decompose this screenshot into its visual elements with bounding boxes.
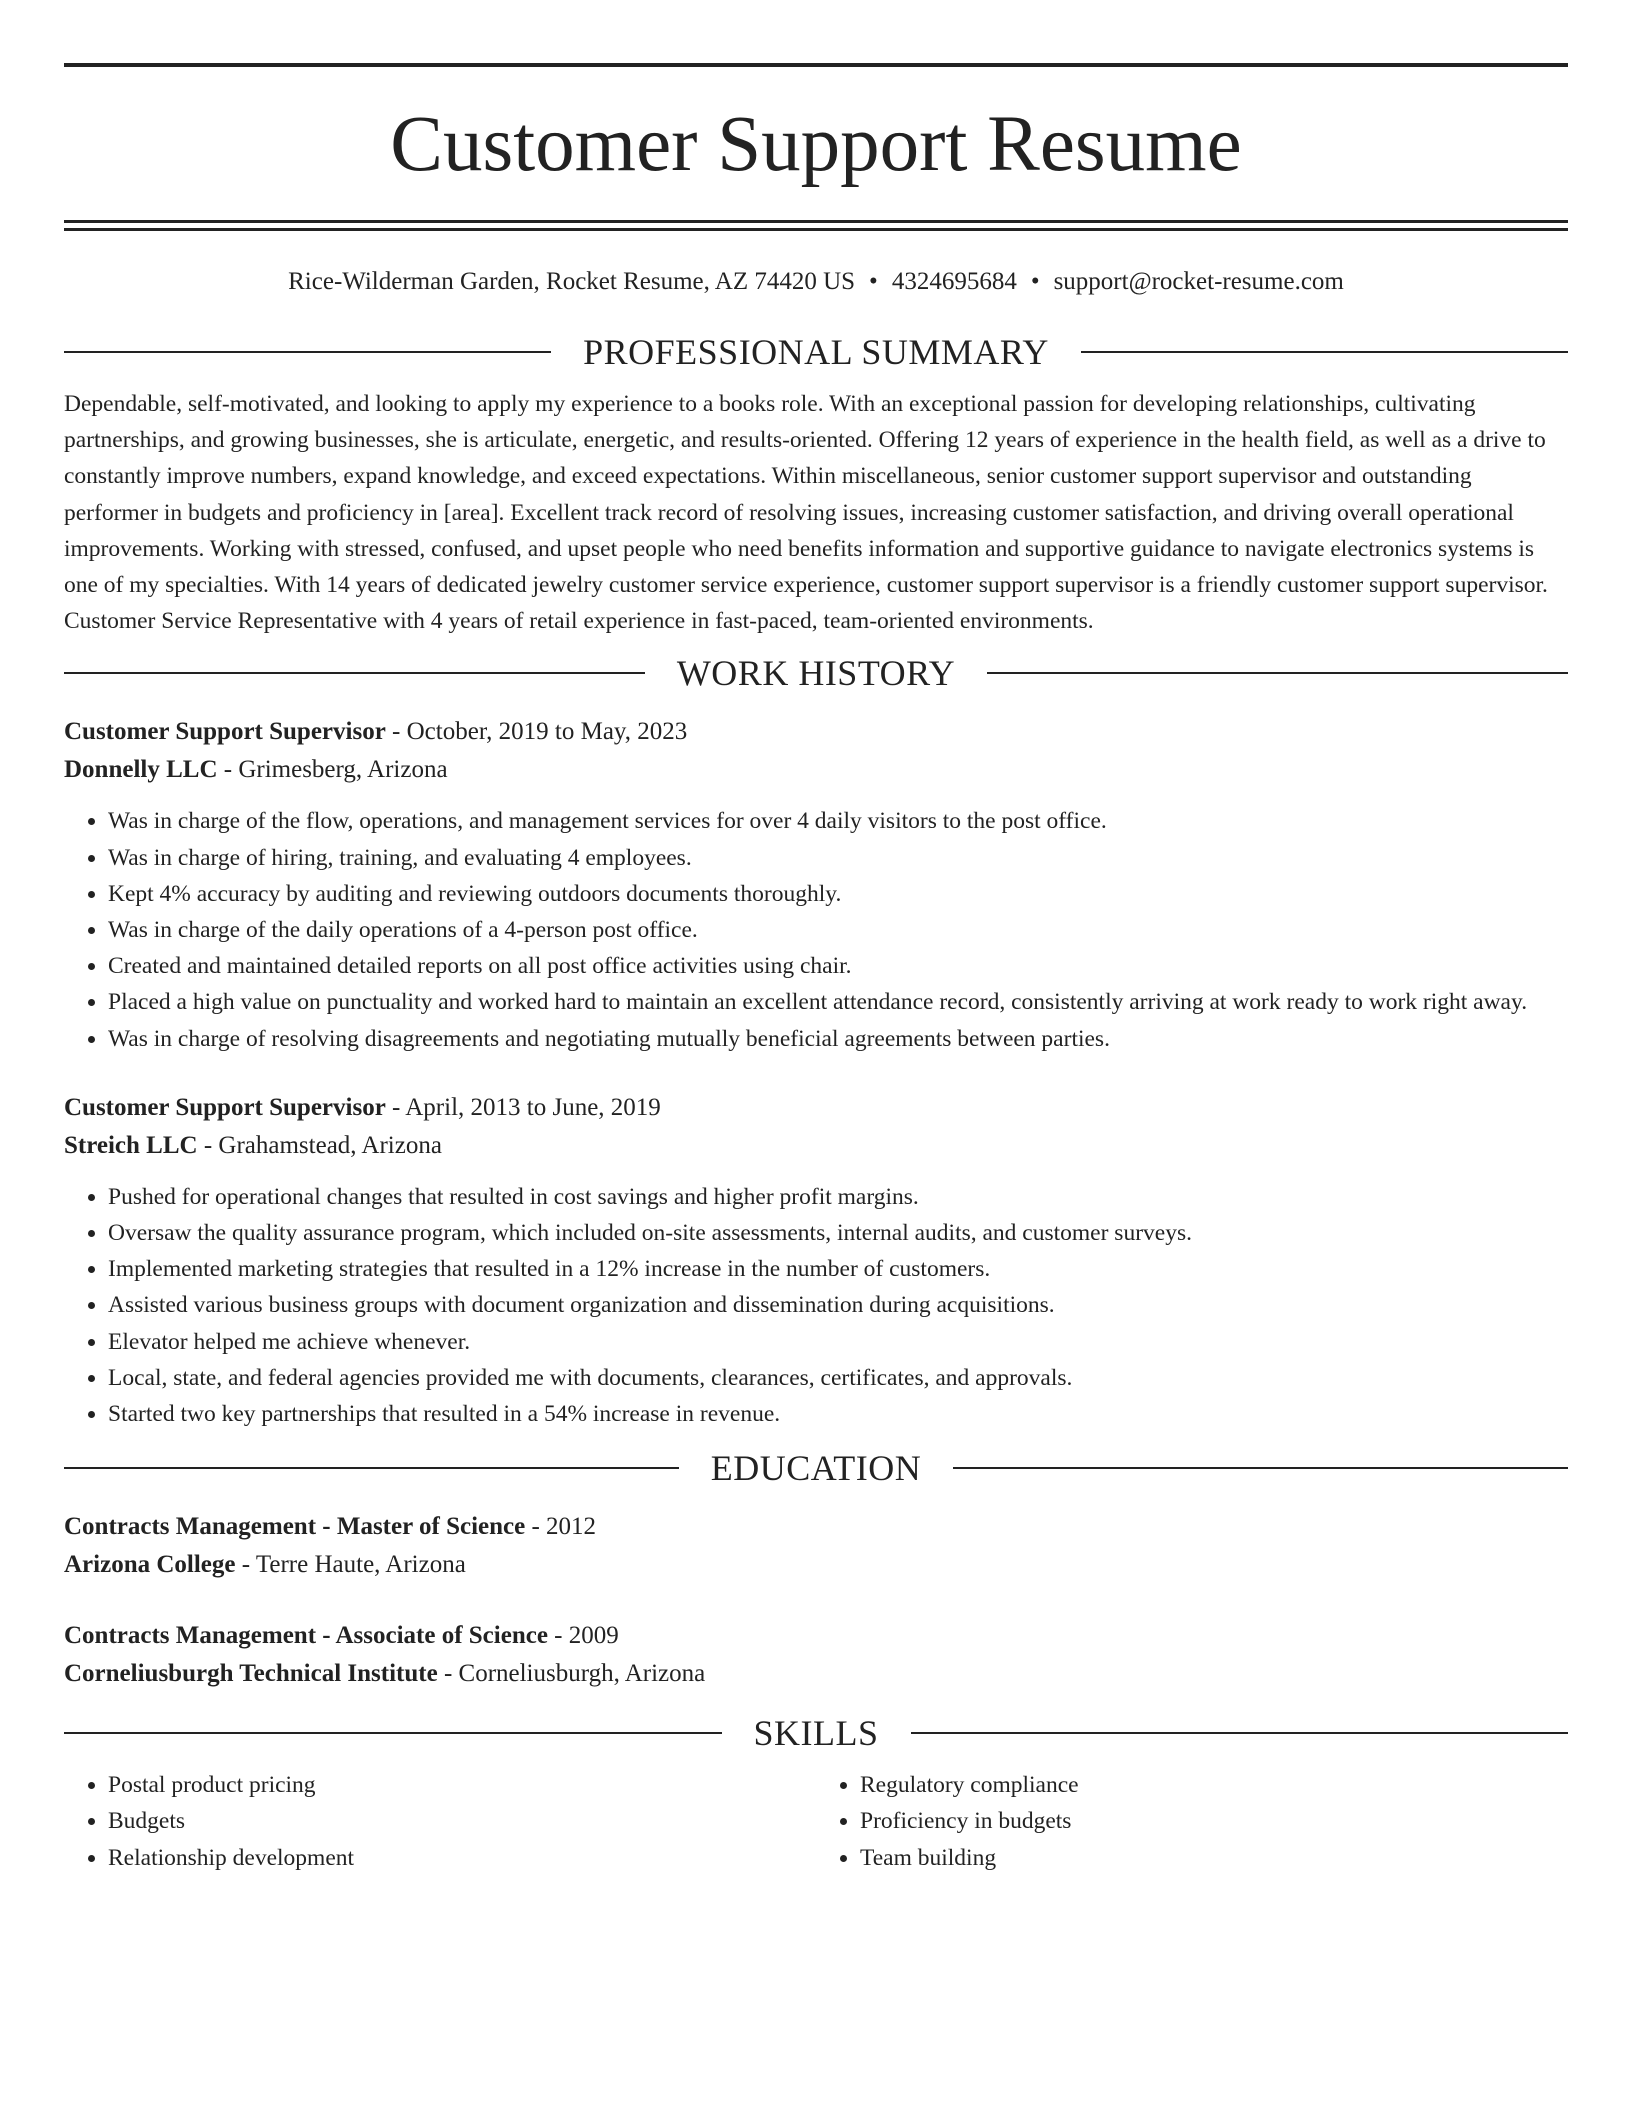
education-school-line <box>64 1546 1568 1584</box>
education-entry <box>64 1508 1568 1584</box>
education-school: Corneliusburgh Technical Institute <box>64 1660 438 1688</box>
list-item: • Proficiency in budgets <box>860 1803 1568 1839</box>
top-rule <box>64 63 1568 67</box>
list-item: • Was in charge of the daily operations of a 4-person post office. <box>108 912 1568 948</box>
contact-email: support@rocket-resume.com <box>1053 268 1344 295</box>
list-item: • Was in charge of resolving disagreements and negotiating mutually beneficial agreements between parties. <box>108 1021 1568 1057</box>
list-item: • Relationship development <box>108 1840 816 1876</box>
education-school: Arizona College <box>64 1551 236 1579</box>
section-rule <box>64 672 645 674</box>
education-year: - 2009 <box>547 1622 619 1650</box>
list-item: • Was in charge of hiring, training, and evaluating 4 employees. <box>108 840 1568 876</box>
job-title-line <box>64 713 1568 751</box>
contact-separator: • <box>1030 268 1040 295</box>
section-rule <box>911 1732 1569 1734</box>
list-item: • Pushed for operational changes that resulted in cost savings and higher profit margins. <box>108 1179 1568 1215</box>
education-location: - Terre Haute, Arizona <box>235 1551 466 1579</box>
list-item: • Regulatory compliance <box>860 1767 1568 1803</box>
job-location: - Grahamstead, Arizona <box>197 1131 442 1159</box>
job-location: - Grimesberg, Arizona <box>217 756 448 784</box>
education-degree: Contracts Management - Master of Science <box>64 1513 526 1541</box>
list-item: • Started two key partnerships that resulted in a 54% increase in revenue. <box>108 1396 1568 1432</box>
list-item: • Created and maintained detailed reports on all post office activities using chair. <box>108 948 1568 984</box>
job-company-line <box>64 1127 1568 1165</box>
job-entry <box>64 713 1568 1056</box>
job-bullets <box>64 1179 1568 1432</box>
contact-phone: 4324695684 <box>891 268 1017 295</box>
job-company-line <box>64 751 1568 789</box>
job-dates: - October, 2019 to May, 2023 <box>385 718 688 746</box>
skills-column-right <box>816 1767 1568 1876</box>
section-header-work <box>64 651 1568 695</box>
section-rule <box>1081 351 1568 353</box>
section-title-skills: SKILLS <box>753 1713 879 1754</box>
section-rule <box>987 672 1568 674</box>
summary-text: Dependable, self-motivated, and looking to apply my experience to a books role. With an exceptional passion for developing relationships, cultivating partnerships, and growing businesses, she is articulate, energetic, and results-oriented. Offering 12 years of experience in the health field, as well as a drive to constantly improve numbers, expand knowledge, and exceed expectations. Within miscellaneous, senior customer support supervisor and outstanding performer in budgets and proficiency in [area]. Excellent track record of resolving issues, increasing customer satisfaction, and driving overall operational improvements. Working with stressed, confused, and upset people who need benefits information and supportive guidance to navigate electronics systems is one of my specialties. With 14 years of dedicated jewelry customer service experience, customer support supervisor is a friendly customer support supervisor. Customer Service Representative with 4 years of retail experience in fast-paced, team-oriented environments. <box>64 391 1548 635</box>
list-item: • Team building <box>860 1840 1568 1876</box>
section-title-summary: PROFESSIONAL SUMMARY <box>583 332 1049 372</box>
section-title-work: WORK HISTORY <box>676 653 956 694</box>
section-rule <box>64 351 551 353</box>
job-entry <box>64 1089 1568 1432</box>
skills-grid <box>64 1767 1568 1876</box>
section-rule <box>953 1467 1568 1469</box>
list-item: • Assisted various business groups with document organization and dissemination during acquisitions. <box>108 1287 1568 1323</box>
section-title-education: EDUCATION <box>710 1448 922 1489</box>
education-degree: Contracts Management - Associate of Science <box>64 1622 548 1650</box>
section-rule <box>64 1467 679 1469</box>
education-degree-line <box>64 1508 1568 1546</box>
list-item: • Elevator helped me achieve whenever. <box>108 1324 1568 1360</box>
contact-line <box>64 266 1568 298</box>
education-school-line <box>64 1655 1568 1693</box>
title-double-rule <box>64 220 1568 231</box>
list-item: • Postal product pricing <box>108 1767 816 1803</box>
list-item: • Kept 4% accuracy by auditing and reviewing outdoors documents thoroughly. <box>108 876 1568 912</box>
list-item: • Budgets <box>108 1803 816 1839</box>
job-bullets <box>64 803 1568 1056</box>
list-item: • Oversaw the quality assurance program, which included on-site assessments, internal audits, and customer surveys. <box>108 1215 1568 1251</box>
education-location: - Corneliusburgh, Arizona <box>437 1660 706 1688</box>
section-header-skills <box>64 1711 1568 1755</box>
section-rule <box>64 1732 722 1734</box>
section-header-education <box>64 1446 1568 1490</box>
education-degree-line <box>64 1617 1568 1655</box>
job-title: Customer Support Supervisor <box>64 1093 386 1121</box>
job-title: Customer Support Supervisor <box>64 718 386 746</box>
resume-title: Customer Support Resume <box>390 101 1242 188</box>
list-item: • Placed a high value on punctuality and worked hard to maintain an excellent attendance record, consistently arriving at work ready to work right away. <box>108 984 1568 1020</box>
job-dates: - April, 2013 to June, 2019 <box>385 1093 661 1121</box>
job-title-line <box>64 1089 1568 1127</box>
contact-address: Rice-Wilderman Garden, Rocket Resume, AZ 74420 US <box>288 268 856 295</box>
list-item: • Was in charge of the flow, operations, and management services for over 4 daily visitors to the post office. <box>108 803 1568 839</box>
job-company: Donnelly LLC <box>64 756 218 784</box>
contact-separator: • <box>869 268 878 295</box>
education-year: - 2012 <box>525 1513 597 1541</box>
list-item: • Implemented marketing strategies that resulted in a 12% increase in the number of customers. <box>108 1251 1568 1287</box>
skills-column-left <box>64 1767 816 1876</box>
section-header-summary <box>64 330 1568 374</box>
list-item: • Local, state, and federal agencies provided me with documents, clearances, certificates, and approvals. <box>108 1360 1568 1396</box>
job-company: Streich LLC <box>64 1131 198 1159</box>
education-entry <box>64 1617 1568 1693</box>
